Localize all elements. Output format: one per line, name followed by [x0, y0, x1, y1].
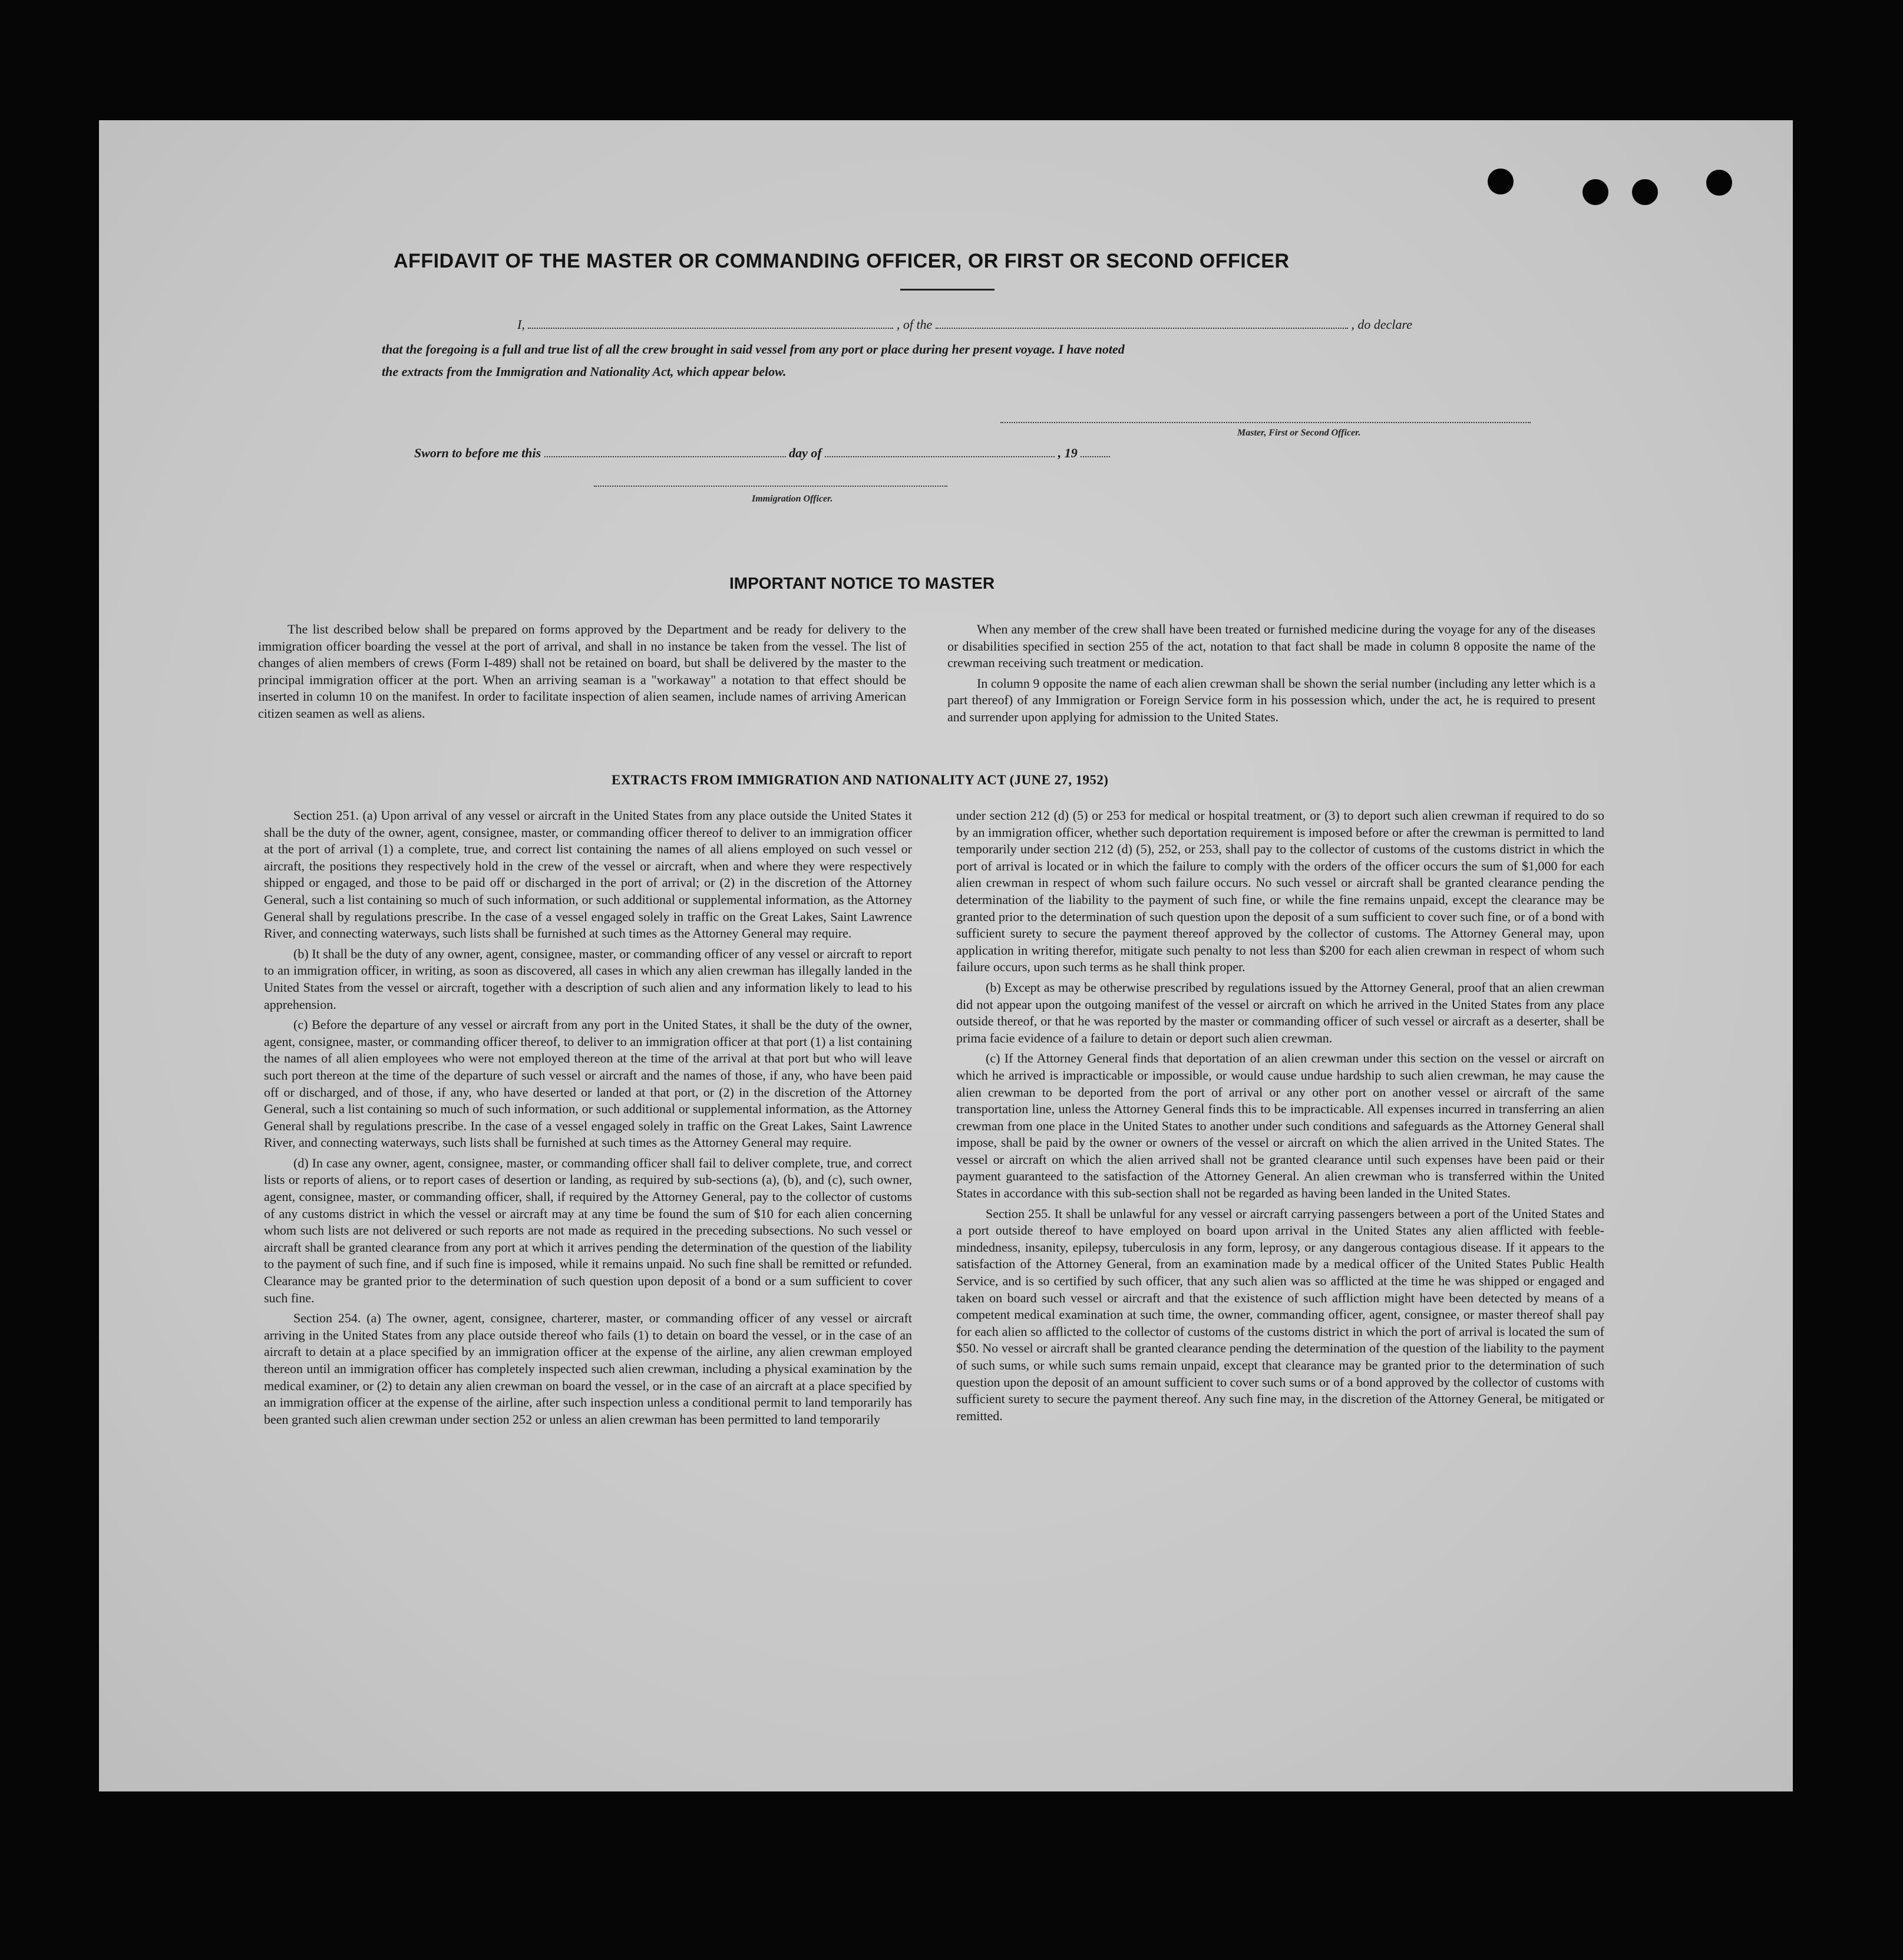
do-declare-label: , do declare [1351, 317, 1412, 332]
punch-hole [1488, 169, 1514, 194]
affidavit-statement-cont: the extracts from the Immigration and Nationality Act, which appear below. [382, 364, 787, 379]
signature-blank [1000, 422, 1531, 423]
of-the-label: , of the [896, 317, 933, 332]
affidavit-title: AFFIDAVIT OF THE MASTER OR COMMANDING OFFICER, OR FIRST OR SECOND OFFICER [394, 250, 1290, 272]
punch-hole [1706, 170, 1732, 196]
affidavit-statement: that the foregoing is a full and true list of all the crew brought in said vessel from any port or place during her present voyage. I have noted [382, 342, 1125, 357]
document-page [99, 120, 1793, 1791]
officer-signature-blank [594, 486, 947, 487]
extracts-right-column [956, 807, 1604, 1428]
affidavit-declaration-line [382, 315, 1566, 335]
notice-paragraph: In column 9 opposite the name of each alien crewman shall be shown the serial number (including any letter which is a part thereof) of any Immigration or Foreign Service form in his possession which, under the act, he is required to present and surrender upon applying for admission to the United States. [947, 675, 1595, 724]
sworn-day-blank [544, 446, 786, 457]
notice-paragraph: The list described below shall be prepared on forms approved by the Department and be ready for delivery to the immigration officer boarding the vessel at the port of arrival, and shall in no instance be taken from the vessel. The list of changes of alien members of crews (Form I-489) shall not be retained on board, but shall be delivered by the master to the principal immigration officer at the port. When an arriving seaman is a "workaway" a notation to that effect should be inserted in column 10 on the manifest. In order to facilitate inspection of alien seamen, include names of arriving American citizen seamen as well as aliens. [258, 622, 906, 721]
punch-hole [1582, 179, 1608, 205]
notice-right-column [947, 621, 1595, 730]
notice-paragraph: When any member of the crew shall have been treated or furnished medicine during the voyage for any of the diseases or disabilities specified in section 255 of the act, notation to that fact shall be made in column 8 opposite the name of the crewman receiving such treatment or medication. [947, 622, 1595, 671]
section-251-c: (c) Before the departure of any vessel or aircraft from any port in the United States, it shall be the duty of the owner, agent, consignee, master, or commanding officer thereof, to deliver to an immigration officer at that port (1) a list containing the names of all alien employees who were not employed thereon at the time of the arrival at that port but who will leave such port thereon at the time of the departure of such vessel or aircraft and the names of those, if any, who have been paid off or discharged, and of those, if any, who have deserted or landed at that port, or (2) in the discretion of the Attorney General, such a list containing so much of such information, or such additional or supplemental information, as the Attorney General shall by regulations prescribe. In the case of a vessel engaged solely in traffic on the Great Lakes, Saint Lawrence River, and connecting waterways, such lists shall be furnished at such times as the Attorney General may require. [264, 1017, 912, 1150]
vessel-blank [936, 317, 1348, 329]
sworn-line [382, 443, 1566, 463]
section-251-b: (b) It shall be the duty of any owner, agent, consignee, master, or commanding officer of any vessel or aircraft to report to an immigration officer, in writing, as soon as discovered, all cases in which any alien crewman has illegally landed in the United States from the vessel or aircraft, together with a description of such alien and any information likely to lead to his apprehension. [264, 946, 912, 1012]
i-label: I, [517, 317, 525, 332]
year-blank [1081, 446, 1110, 457]
extracts-left-column [264, 807, 912, 1431]
sworn-label: Sworn to before me this [414, 446, 541, 460]
officer-label: Immigration Officer. [752, 494, 833, 504]
month-blank [825, 446, 1055, 457]
section-254-b: (b) Except as may be otherwise prescribed by regulations issued by the Attorney General, proof that an alien crewman did not appear upon the outgoing manifest of the vessel or aircraft on which he arrived in the United States from any place outside thereof, or that he was reported by the master or commanding officer of such vessel or aircraft as a deserter, shall be prima facie evidence of a failure to detain or deport such alien crewman. [956, 979, 1604, 1045]
name-blank [528, 317, 893, 329]
extracts-title: EXTRACTS FROM IMMIGRATION AND NATIONALITY ACT (JUNE 27, 1952) [612, 773, 1109, 787]
section-251-d: (d) In case any owner, agent, consignee, master, or commanding officer shall fail to deliver complete, true, and correct lists or reports of aliens, or to report cases of desertion or landing, as required by sub-sections (a), (b), and (c), such owner, agent, consignee, master, or commanding officer, shall, if required by the Attorney General, pay to the collector of customs of any customs district in which the vessel or aircraft may at any time be found the sum of $10 for each alien concerning whom such lists are not delivered or such reports are not made as required in the preceding subsections. No such vessel or aircraft shall be granted clearance from any port at which it arrives pending the determination of the question of the liability to the payment of such fine, and if such fine is imposed, while it remains unpaid. No such fine shall be remitted or refunded. Clearance may be granted prior to the determination of such question upon deposit of a bond or a sum sufficient to cover such fine. [264, 1155, 912, 1305]
notice-title: IMPORTANT NOTICE TO MASTER [729, 574, 995, 592]
section-254-a: Section 254. (a) The owner, agent, consignee, charterer, master, or commanding officer of any vessel or aircraft arriving in the United States from any place outside thereof who fails (1) to detain on board the vessel, or in the case of an aircraft to detain at a place specified by an immigration officer at the expense of the airline, any alien crewman employed thereon until an immigration officer has completely inspected such alien crewman, including a physical examination by the medical examiner, or (2) to detain any alien crewman on board the vessel, or in the case of an aircraft at a place specified by an immigration officer at the expense of the airline, after such inspection unless a conditional permit to land temporarily has been granted such alien crewman under section 252 or unless an alien crewman has been permitted to land temporarily [264, 1311, 912, 1427]
title-divider [900, 289, 995, 291]
punch-hole [1632, 179, 1658, 205]
section-251-a: Section 251. (a) Upon arrival of any vessel or aircraft in the United States from any place outside the United States it shall be the duty of the owner, agent, consignee, master, or commanding officer thereof to deliver to an immigration officer at the port of arrival (1) a complete, true, and correct list containing the names of all aliens employed on such vessel or aircraft, the positions they respectively hold in the crew of the vessel or aircraft, when and where they were respectively shipped or engaged, and those to be paid off or discharged in the port of arrival; or (2) in the discretion of the Attorney General, such a list containing so much of such information, or such additional or supplemental information, as the Attorney General shall by regulations prescribe. In the case of a vessel engaged solely in traffic on the Great Lakes, Saint Lawrence River, and connecting waterways, such lists shall be furnished at such times as the Attorney General may require. [264, 808, 912, 941]
section-254-a-cont: under section 212 (d) (5) or 253 for medical or hospital treatment, or (3) to deport such alien crewman if required to do so by an immigration officer, whether such deportation requirement is imposed before or after the crewman is permitted to land temporarily under section 212 (d) (5), 252, or 253, shall pay to the collector of customs of the customs district in which the port of arrival is located or in which the failure to comply with the orders of the officer occurs the sum of $1,000 for each alien crewman in respect of whom such failure occurs. No such vessel or aircraft shall be granted clearance pending the determination of the liability to the payment of such fine, or while the fine remains unpaid, except the clearance may be granted prior to the determination of such question upon the deposit of a sum sufficient to cover such fine, or of a bond with sufficient surety to secure the payment thereof approved by the collector of customs. The Attorney General may, upon application in writing therefor, mitigate such penalty to not less than $200 for each alien crewman in respect of whom such failure occurs, upon such terms as he shall think proper. [956, 808, 1604, 975]
notice-left-column [258, 621, 906, 726]
year-label: , 19 [1058, 446, 1078, 460]
master-label: Master, First or Second Officer. [1237, 428, 1361, 438]
day-of-label: day of [789, 446, 822, 460]
section-254-c: (c) If the Attorney General finds that deportation of an alien crewman under this section on the vessel or aircraft on which he arrived is impracticable or impossible, or would cause undue hardship to such alien crewman, he may cause the alien crewman to be deported from the port of arrival or any other port on another vessel or aircraft of the same transportation line, unless the Attorney General finds this to be impracticable. All expenses incurred in transferring an alien crewman from one place in the United States to another under such conditions and safeguards as the Attorney General shall impose, shall be paid by the owner or owners of the vessel or aircraft on which the alien arrived in the United States. The vessel or aircraft on which the alien arrived shall not be granted clearance until such expenses have been paid or their payment guaranteed to the satisfaction of the Attorney General. An alien crewman who is transferred within the United States in accordance with this sub-section shall not be regarded as having been landed in the United States. [956, 1051, 1604, 1201]
section-255: Section 255. It shall be unlawful for any vessel or aircraft carrying passengers between a port of the United States and a port outside thereof to have employed on board upon arrival in the United States any alien afflicted with feeble-mindedness, insanity, epilepsy, tuberculosis in any form, leprosy, or any dangerous contagious disease. If it appears to the satisfaction of the Attorney General, from an examination made by a medical officer of the United States Public Health Service, and is so certified by such officer, that any such alien was so afflicted at the time he was shipped or engaged and taken on board such vessel or aircraft and that the existence of such affliction might have been detected by means of a competent medical examination at such time, the owner, commanding officer, agent, consignee, or master thereof shall pay for each alien so afflicted to the collector of customs of the customs district in which the port of arrival is located the sum of $50. No vessel or aircraft shall be granted clearance pending the determination of the question of the liability to the payment of such sums, or while such sums remain unpaid, except that clearance may be granted prior to the determination of such question upon the deposit of an amount sufficient to cover such sums or of a bond approved by the collector of customs with sufficient surety to secure the payment thereof. Any such fine may, in the discretion of the Attorney General, be mitigated or remitted. [956, 1206, 1604, 1423]
